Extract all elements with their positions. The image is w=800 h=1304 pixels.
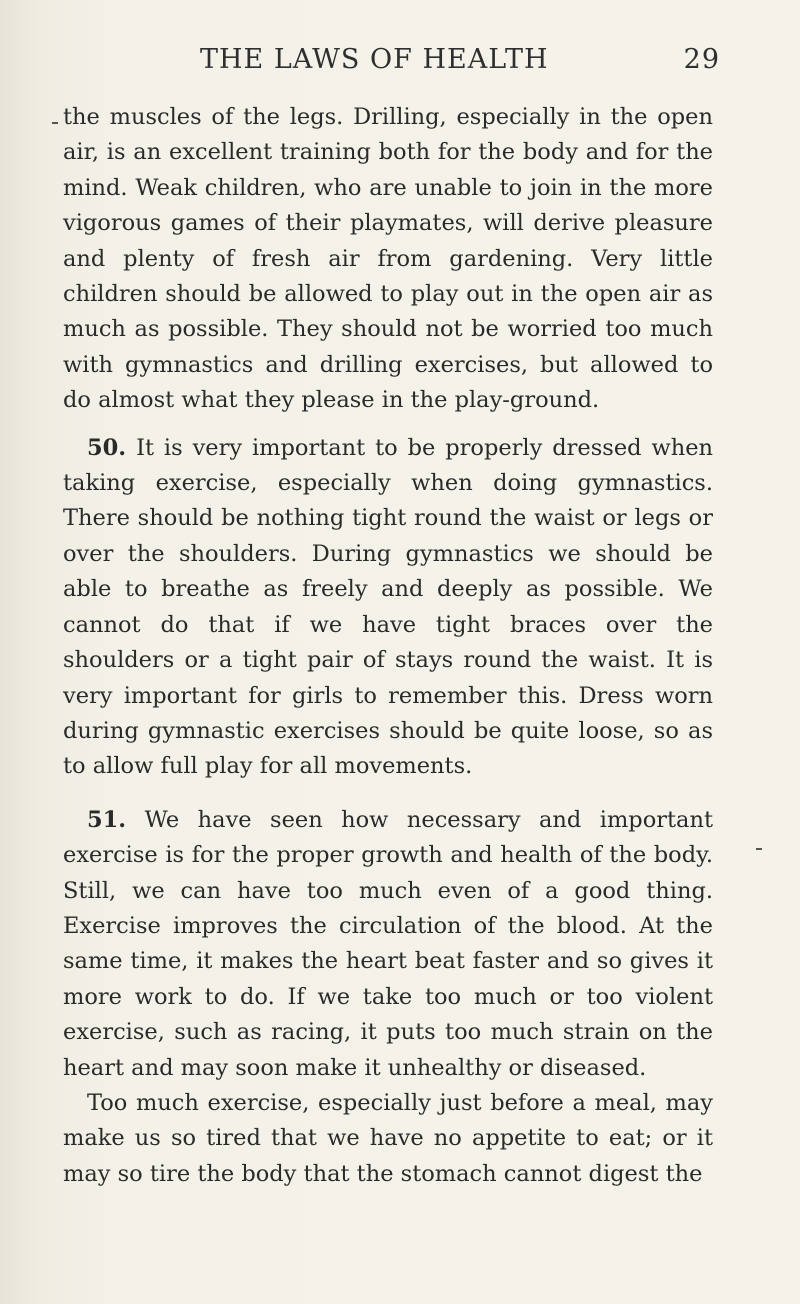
margin-mark xyxy=(52,122,58,124)
paragraph-number: 51. xyxy=(87,806,127,833)
paragraph-51 xyxy=(63,803,713,1086)
paragraph-text: We have seen how necessary and important exercise is for the proper growth and health of the body. Still, we can have too much even of a good thing. Exercise improves the circulation of the blood. At the same time, it makes the heart beat faster and so gives it more work to do. If we take too much or too violent exercise, such as racing, it puts too much strain on the heart and may soon make it unhealthy or diseased. xyxy=(63,806,713,1081)
page-number: 29 xyxy=(683,44,720,75)
paragraph-final xyxy=(63,1086,713,1192)
paragraph-text: It is very important to be properly dressed when taking exercise, especially when doing gymnastics. There should be nothing tight round the waist or legs or over the shoulders. During gymnastics we should be able to breathe as freely and deeply as possible. We cannot do that if we have tight braces over the shoulders or a tight pair of stays round the waist. It is very important for girls to remember this. Dress worn during gymnastic exercises should be quite loose, so as to allow full play for all movements. xyxy=(63,434,714,780)
margin-mark xyxy=(756,848,762,850)
header-title: THE LAWS OF HEALTH xyxy=(200,44,549,75)
paragraph-text: Too much exercise, especially just before a meal, may make us so tired that we have no appetite to eat; or it may so tire the body that the stomach cannot digest the xyxy=(63,1089,713,1187)
paragraph-number: 50. xyxy=(87,434,127,461)
paragraph-text: the muscles of the legs. Drilling, especially in the open air, is an excellent training both for the body and for the mind. Weak children, who are unable to join in the more vigorous games of their playmates, will derive pleasure and plenty of fresh air from gardening. Very little children should be allowed to play out in the open air as much as possible. They should not be worried too much with gymnastics and drilling exercises, but allowed to do almost what they please in the play-ground. xyxy=(63,104,713,414)
paragraph-50 xyxy=(63,431,713,785)
paragraph-continuation xyxy=(63,100,713,419)
running-header xyxy=(200,44,720,84)
body-text xyxy=(63,100,713,1192)
